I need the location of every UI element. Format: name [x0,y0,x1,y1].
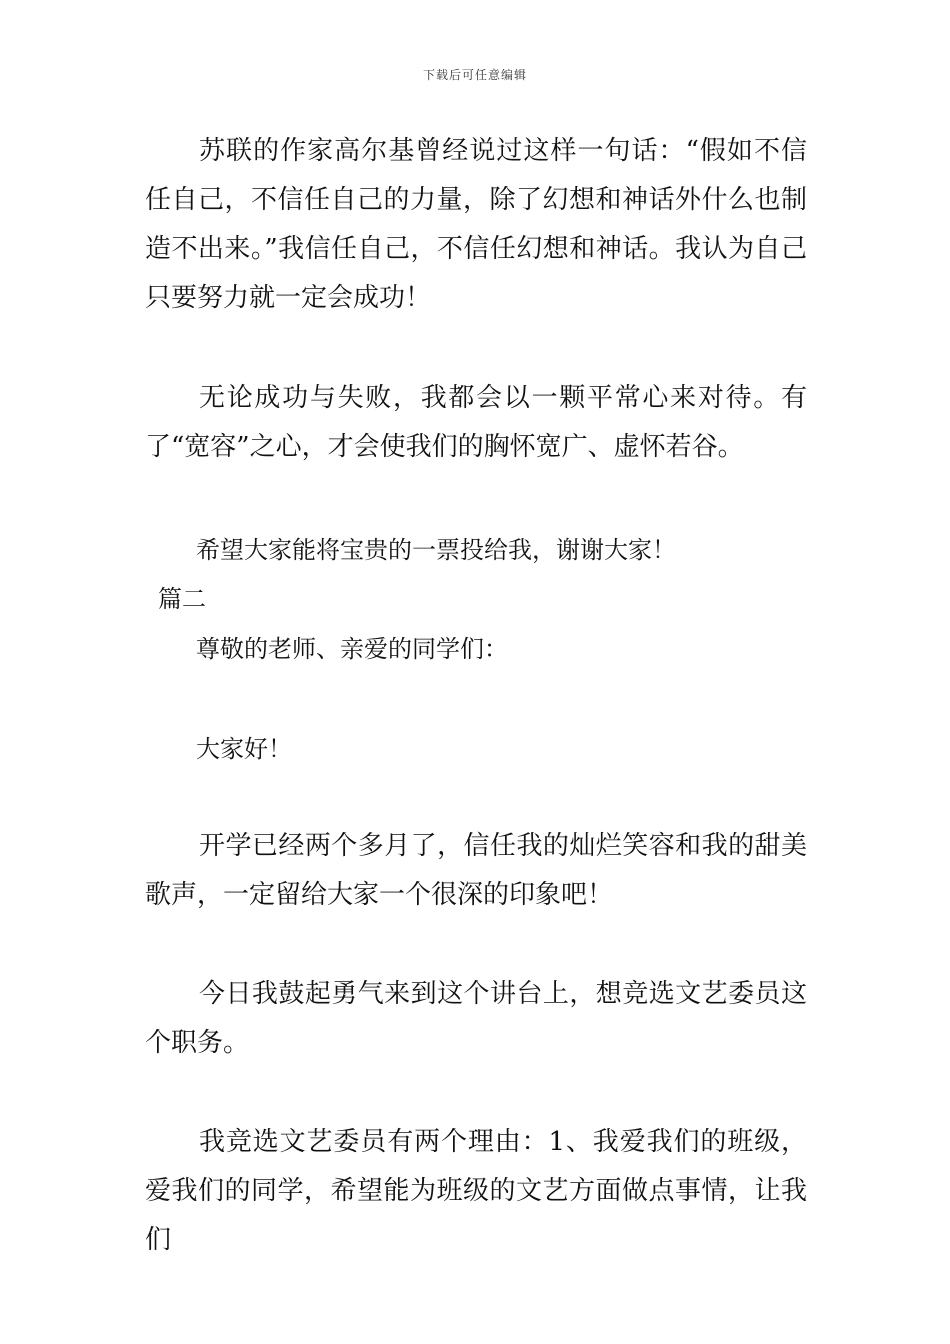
page-header: 下载后可任意编辑 [422,68,527,82]
paragraph-success-failure: 无论成功与失败，我都会以一颗平常心来对待。有了“宽容”之心，才会使我们的胸怀宽广、虚怀若谷。 [145,383,807,462]
paragraph-vote-request: 希望大家能将宝贵的一票投给我，谢谢大家！ [196,536,676,564]
paragraph-school-started: 开学已经两个多月了，信任我的灿烂笑容和我的甜美歌声，一定留给大家一个很深的印象吧！ [145,831,807,910]
paragraph-greeting-salutation: 尊敬的老师、亲爱的同学们： [196,635,508,663]
section-heading-part-two: 篇二 [158,585,206,613]
paragraph-reasons: 我竞选文艺委员有两个理由：1、我爱我们的班级，爱我们的同学，希望能为班级的文艺方面做点事情，让我们 [145,1127,807,1255]
paragraph-courage: 今日我鼓起勇气来到这个讲台上，想竞选文艺委员这个职务。 [145,979,807,1058]
paragraph-hello-everyone: 大家好！ [196,735,292,763]
paragraph-gorky-quote: 苏联的作家高尔基曾经说过这样一句话：“假如不信任自己，不信任自己的力量，除了幻想和神话外什么也制造不出来。”我信任自己，不信任幻想和神话。我认为自己只要努力就一定会成功！ [145,136,807,313]
